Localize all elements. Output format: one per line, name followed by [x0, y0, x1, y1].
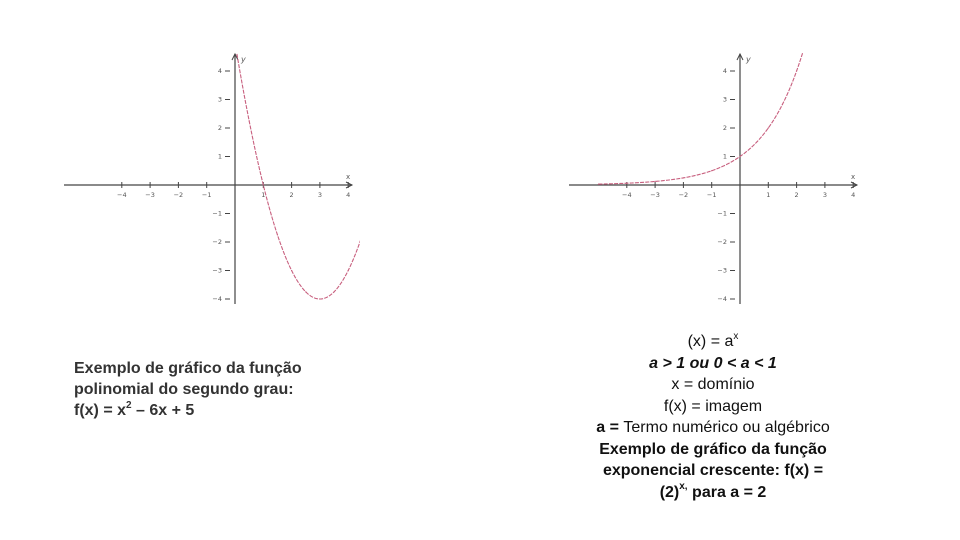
y-tick-label: 4 [217, 67, 222, 75]
quadratic-chart-svg [60, 50, 360, 310]
exponential-caption [560, 331, 866, 503]
x-tick-label: −3 [650, 191, 660, 199]
caption-left-line1: Exemplo de gráfico da função [74, 360, 302, 377]
exponential-chart-svg [565, 50, 865, 310]
x-tick-label: 2 [289, 191, 294, 199]
data-point [655, 181, 656, 182]
caption-right-line5-prefix: a = [596, 419, 624, 436]
caption-right-line8 [560, 482, 866, 504]
caption-left-line3 [74, 400, 374, 421]
quadratic-caption [74, 358, 374, 421]
x-tick-label: 3 [822, 191, 827, 199]
data-point [739, 156, 740, 157]
y-axis-label: y [241, 55, 246, 64]
caption-right-line2: a > 1 ou 0 < a < 1 [649, 354, 777, 372]
data-point [263, 184, 264, 185]
x-tick-label: 1 [766, 191, 771, 199]
y-tick-label: −4 [212, 295, 222, 303]
exponential-chart [565, 50, 865, 310]
x-tick-label: 3 [317, 191, 322, 199]
caption-right-line3: x = domínio [671, 376, 755, 393]
y-tick-label: 2 [217, 124, 222, 132]
formula-prefix: (2) [659, 483, 680, 501]
data-point [782, 104, 783, 105]
data-point [305, 291, 306, 292]
formula-exponent: x, [679, 481, 688, 493]
data-point [348, 270, 349, 271]
function-curve [237, 54, 360, 299]
x-tick-label: −2 [678, 191, 689, 199]
x-tick-label: −1 [201, 191, 212, 199]
y-axis-label: y [746, 55, 751, 64]
data-point [683, 177, 684, 178]
y-tick-label: −3 [212, 266, 222, 275]
data-point [598, 184, 599, 185]
y-tick-label: −3 [717, 266, 727, 275]
caption-right-line4: f(x) = imagem [663, 397, 763, 415]
formula-exponent: 2 [126, 399, 132, 411]
caption-right-line1 [560, 331, 866, 353]
x-tick-label: −4 [622, 191, 632, 199]
formula-suffix: para a = 2 [687, 483, 767, 501]
x-tick-label: 4 [851, 191, 856, 199]
x-tick-label: 4 [346, 191, 351, 199]
formula-prefix: (x) = a [687, 333, 734, 350]
x-tick-label: −2 [173, 191, 184, 199]
formula-prefix: f(x) = x [74, 402, 127, 419]
y-tick-label: 1 [217, 152, 222, 161]
x-tick-label: −4 [117, 191, 127, 199]
data-point [711, 170, 712, 171]
caption-right-line5-rest: Termo numérico ou algébrico [623, 419, 830, 436]
x-tick-label: 2 [794, 191, 799, 199]
y-tick-label: 4 [722, 67, 727, 75]
x-tick-label: −3 [145, 191, 155, 199]
data-point [277, 234, 278, 235]
y-tick-label: −1 [212, 209, 222, 218]
caption-right-line5 [560, 417, 866, 439]
data-point [796, 70, 797, 71]
x-tick-label: −1 [706, 191, 717, 199]
data-point [319, 298, 320, 299]
formula-suffix: – 6x + 5 [131, 402, 195, 419]
y-tick-label: −1 [717, 209, 727, 218]
x-tick-label: 1 [261, 191, 266, 199]
caption-right-line6: Exemplo de gráfico da função [599, 440, 827, 458]
y-tick-label: 3 [217, 95, 222, 104]
y-tick-label: 1 [722, 152, 727, 161]
x-axis-label: x [851, 173, 856, 181]
quadratic-chart [60, 50, 360, 310]
caption-left-line2: polinomial do segundo grau: [74, 381, 294, 398]
y-tick-label: −4 [717, 295, 727, 303]
y-tick-label: 2 [722, 124, 727, 132]
y-tick-label: 3 [722, 95, 727, 104]
formula-exponent: x [733, 330, 739, 342]
data-point [768, 127, 769, 128]
function-curve [599, 53, 803, 184]
y-tick-label: −2 [717, 238, 727, 246]
x-axis-label: x [346, 173, 351, 181]
data-point [291, 270, 292, 271]
y-tick-label: −2 [212, 238, 222, 246]
data-point [333, 291, 334, 292]
caption-right-line7: exponencial crescente: f(x) = [602, 462, 824, 479]
data-point [626, 183, 627, 184]
data-point [249, 120, 250, 121]
